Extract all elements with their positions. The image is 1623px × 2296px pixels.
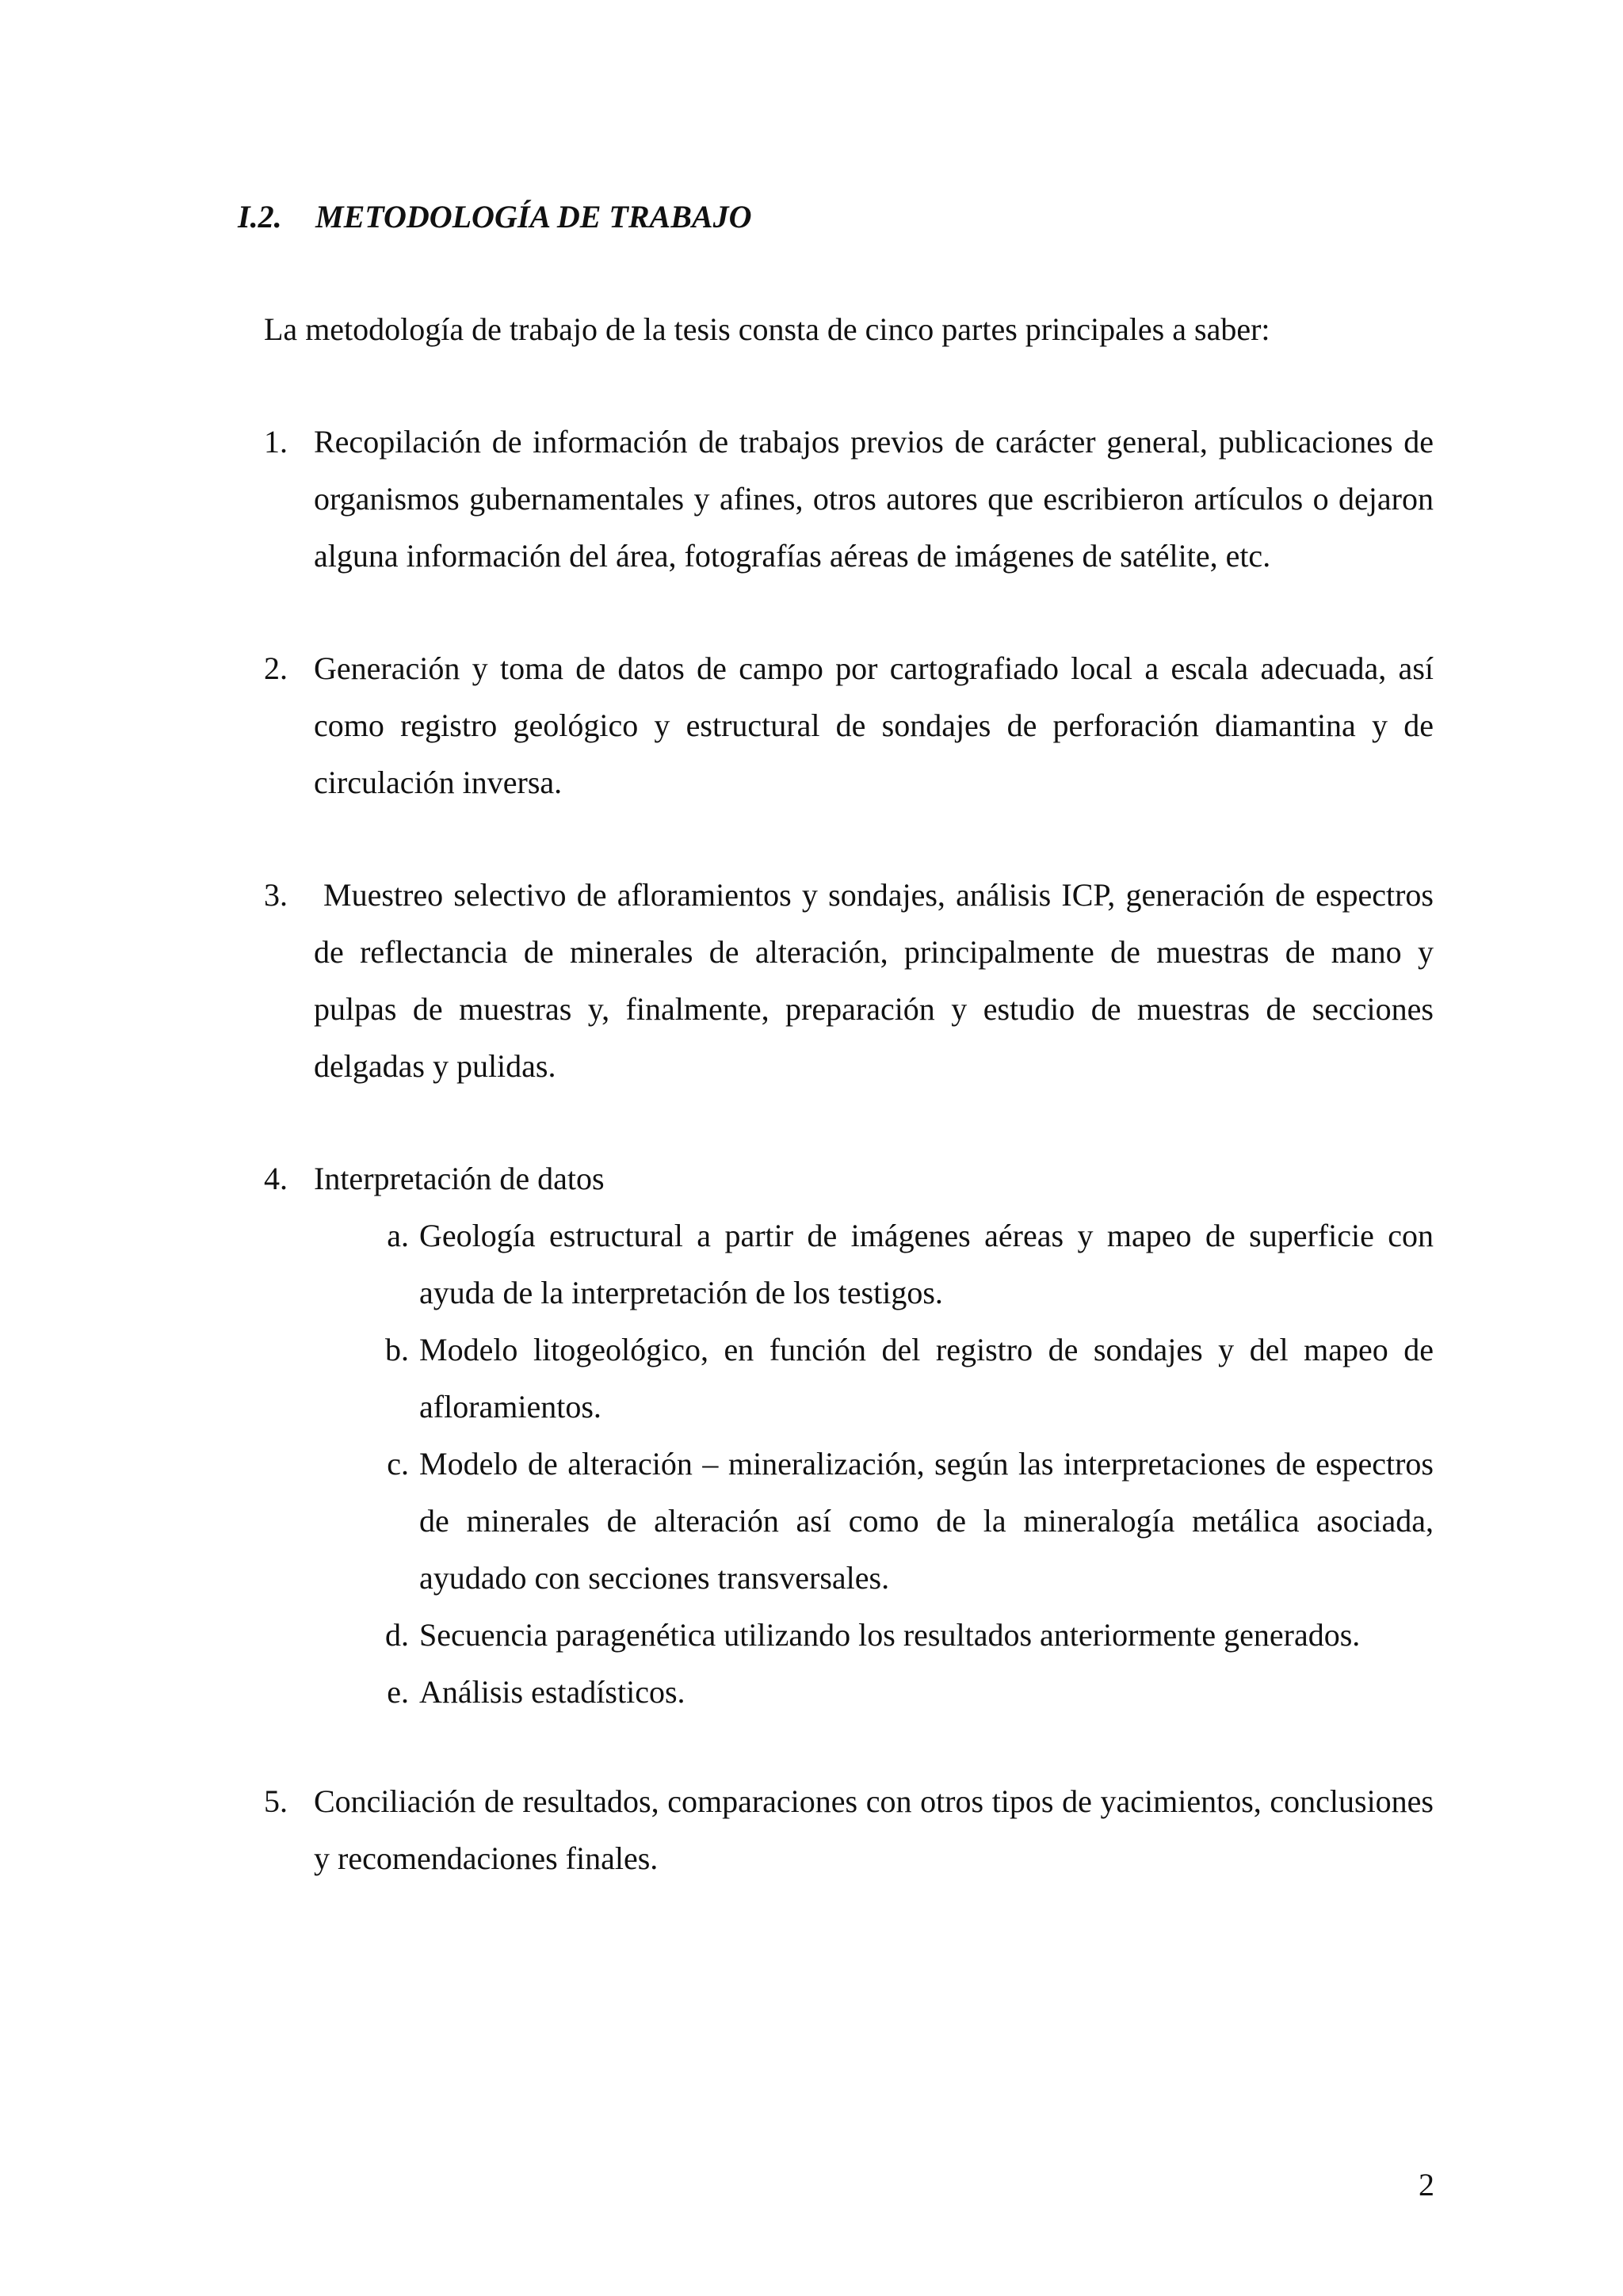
sublist-item-e: [363, 1664, 1434, 1721]
sublist-item-b: [363, 1322, 1434, 1436]
list-item-text: Muestreo selectivo de afloramientos y sondajes, análisis ICP, generación de espectros de reflectancia de minerales de alteración, principalmente de muestras de mano y pulpas de muestras y, finalmente, preparación y estudio de muestras de secciones delgadas y pulidas.: [314, 877, 1434, 1084]
sublist-item-d: [363, 1607, 1434, 1664]
sublist-marker: d.: [385, 1617, 409, 1653]
list-item-1: [264, 414, 1434, 585]
list-marker: 4.: [264, 1161, 288, 1196]
sublist-item-text: Geología estructural a partir de imágenes aéreas y mapeo de superficie con ayuda de la interpretación de los testigos.: [419, 1218, 1434, 1310]
sublist-marker: c.: [387, 1446, 409, 1482]
list-marker: 3.: [264, 877, 288, 913]
list-marker: 2.: [264, 650, 288, 686]
sublist-item-c: [363, 1436, 1434, 1607]
sublist-item-text: Modelo de alteración – mineralización, según las interpretaciones de espectros de minerales de alteración así como de la mineralogía metálica asociada, ayudado con secciones transversales.: [419, 1446, 1434, 1596]
sublist-item-text: Modelo litogeológico, en función del registro de sondajes y del mapeo de afloramientos.: [419, 1332, 1434, 1425]
list-item-5: [264, 1773, 1434, 1887]
list-marker: 5.: [264, 1783, 288, 1819]
sublist-marker: e.: [387, 1674, 409, 1710]
list-item-2: [264, 640, 1434, 811]
list-item-text: Recopilación de información de trabajos previos de carácter general, publicaciones de organismos gubernamentales y afines, otros autores que escribieron artículos o dejaron alguna información del área, fotografías aéreas de imágenes de satélite, etc.: [314, 424, 1434, 574]
sublist-item-text: Análisis estadísticos.: [419, 1674, 685, 1710]
list-item-text: Generación y toma de datos de campo por cartografiado local a escala adecuada, así como registro geológico y estructural de sondajes de perforación diamantina y de circulación inversa.: [314, 650, 1434, 800]
sublist-item-a: [363, 1207, 1434, 1322]
intro-paragraph: La metodología de trabajo de la tesis consta de cinco partes principales a saber:: [264, 311, 1270, 347]
list-marker: 1.: [264, 424, 288, 460]
list-item-3: [264, 867, 1434, 1095]
section-number: I.2.: [238, 199, 282, 235]
sublist-marker: b.: [385, 1332, 409, 1367]
list-item-4: [264, 1150, 1434, 1721]
section-title: METODOLOGÍA DE TRABAJO: [315, 199, 752, 235]
list-item-text: Interpretación de datos: [314, 1161, 605, 1196]
sublist-item-text: Secuencia paragenética utilizando los resultados anteriormente generados.: [419, 1617, 1361, 1653]
section-heading: [238, 195, 751, 239]
list-item-text: Conciliación de resultados, comparaciones con otros tipos de yacimientos, conclusiones y recomendaciones finales.: [314, 1783, 1434, 1876]
page-number: 2: [1419, 2167, 1434, 2203]
sublist-marker: a.: [387, 1218, 409, 1253]
